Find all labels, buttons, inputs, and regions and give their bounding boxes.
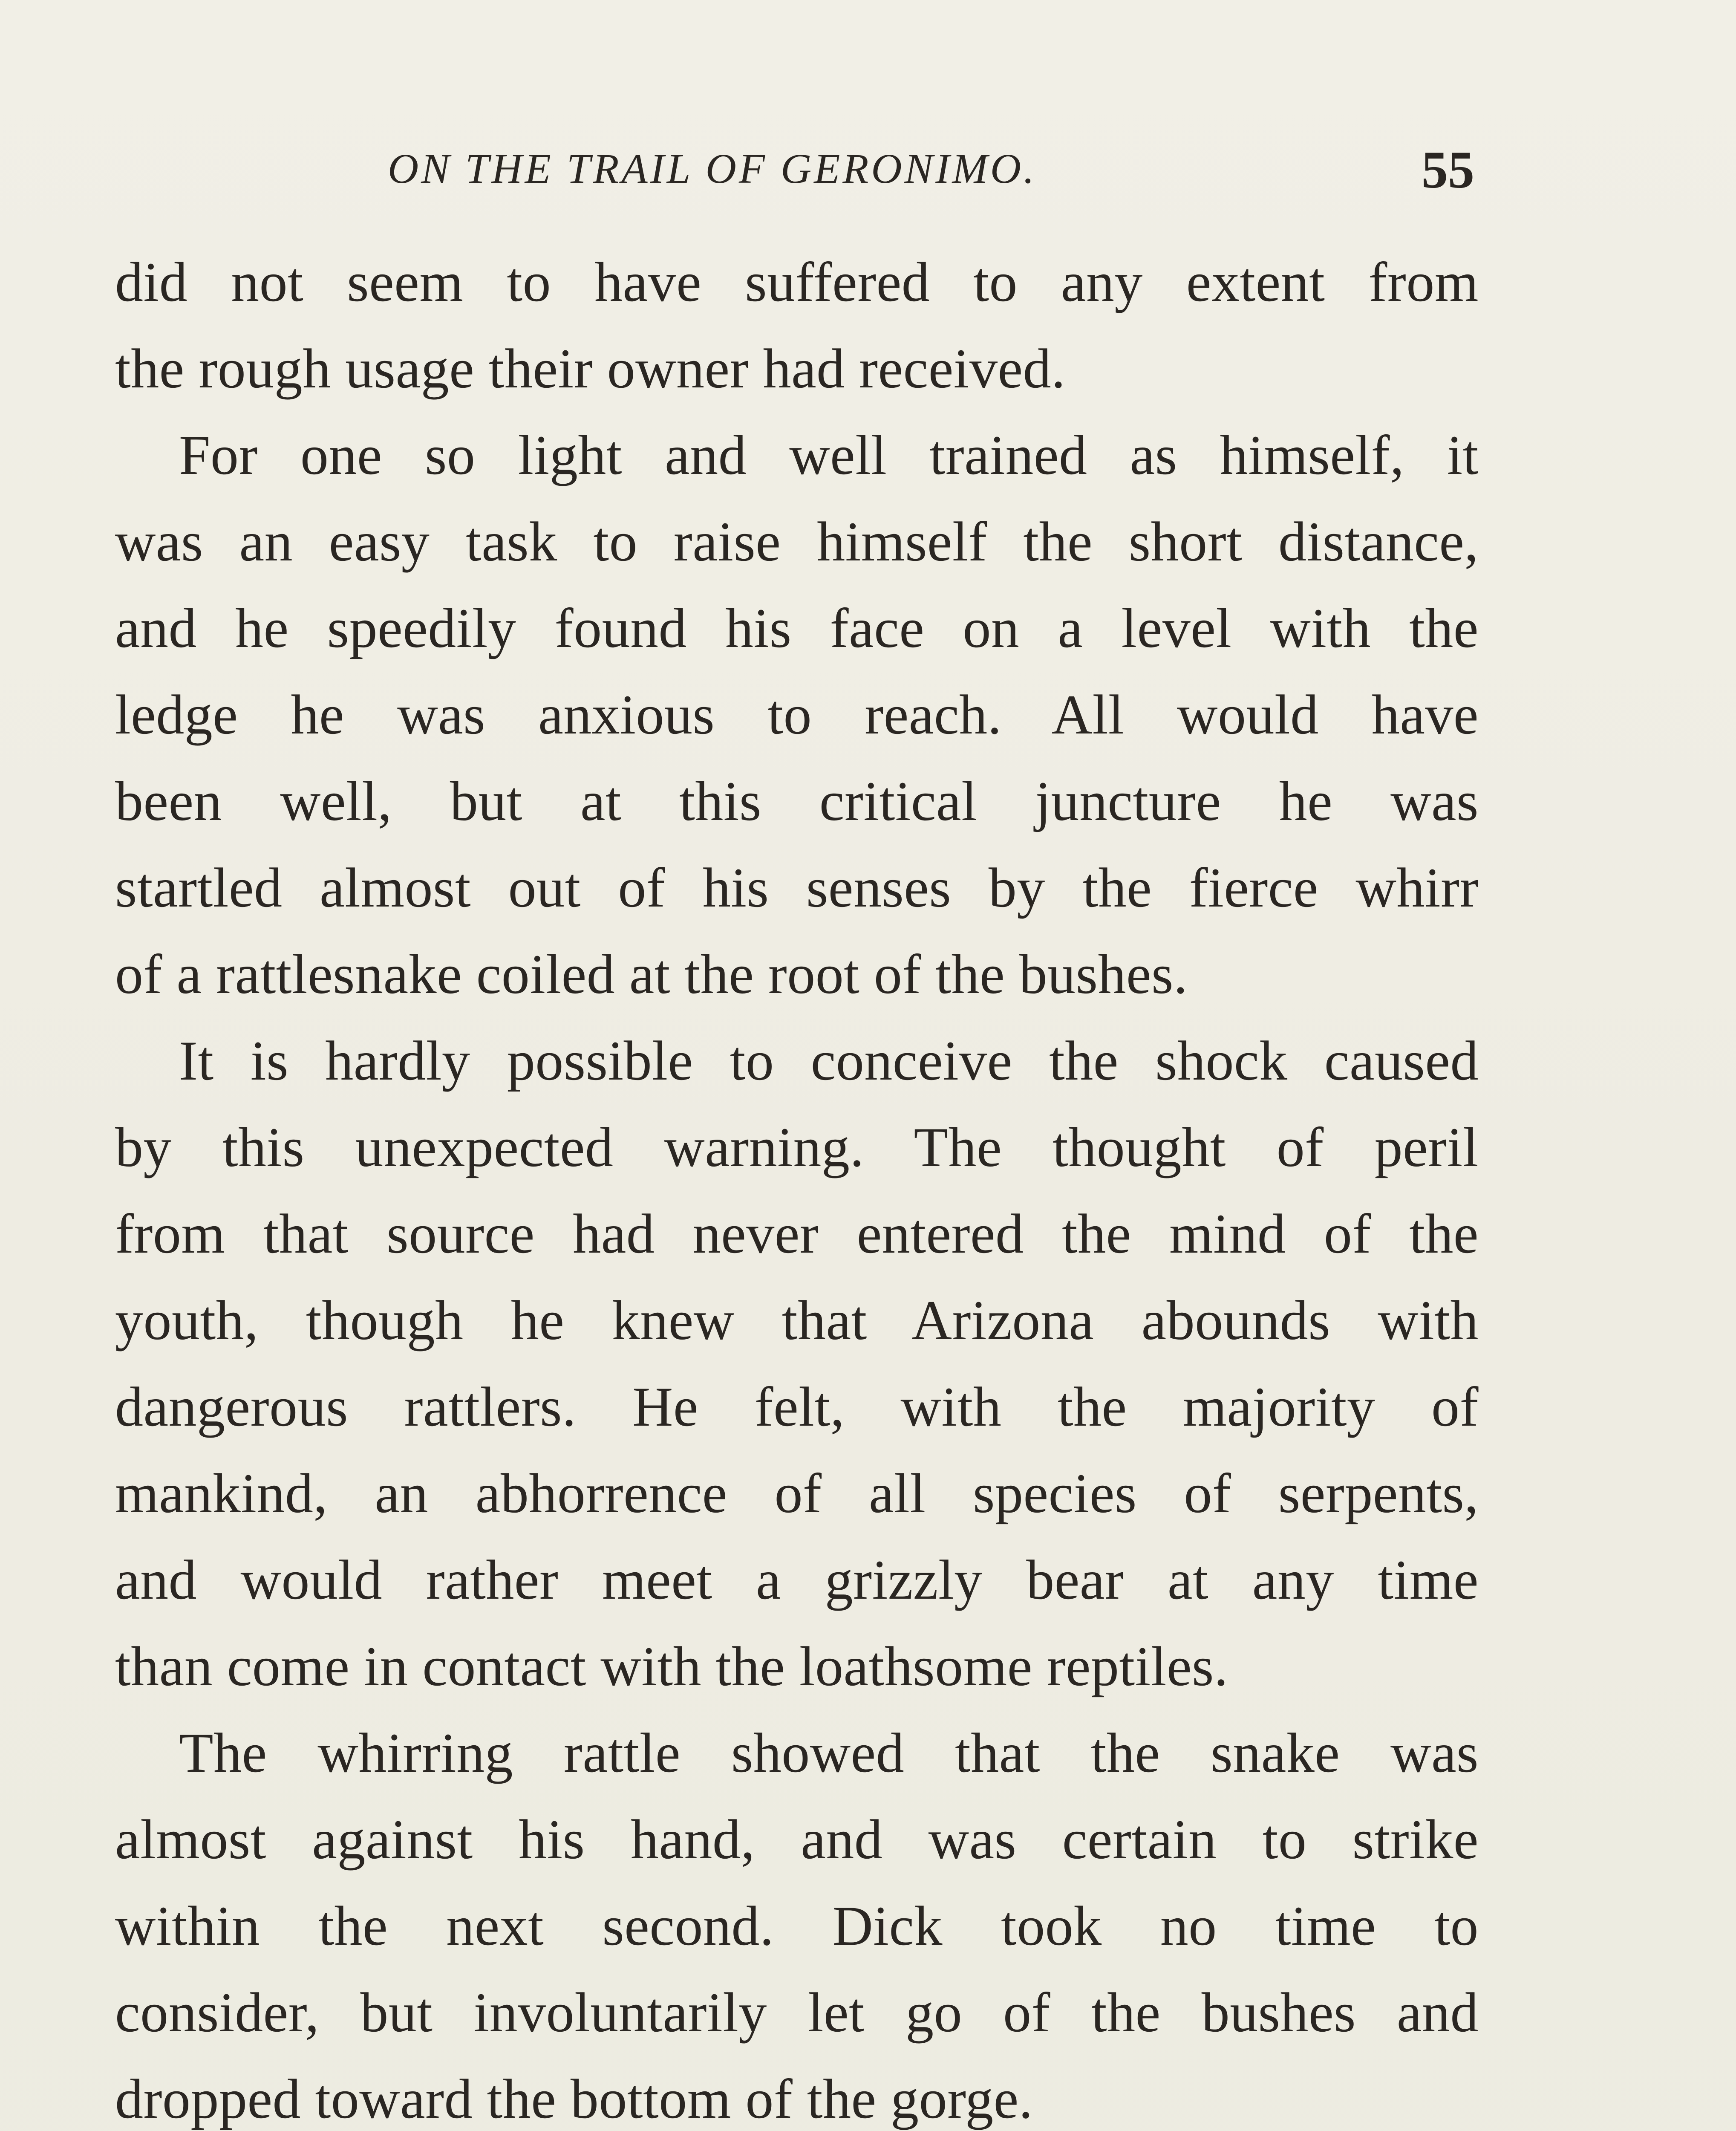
text-line: and he speedily found his face on a level with the (115, 597, 1479, 659)
text-line: almost against his hand, and was certain to strike (115, 1808, 1479, 1871)
text-line: from that source had never entered the mind of the (115, 1202, 1479, 1265)
body-text (115, 239, 1479, 2131)
text-line: been well, but at this critical juncture he was (115, 770, 1479, 832)
text-line: did not seem to have suffered to any extent from (115, 251, 1479, 313)
text-line: youth, though he knew that Arizona abounds with (115, 1289, 1479, 1351)
text-line: was an easy task to raise himself the short distance, (115, 510, 1479, 573)
text-line: within the next second. Dick took no time to (115, 1894, 1479, 1957)
text-line: startled almost out of his senses by the fierce whirr (115, 856, 1479, 919)
text-line: mankind, an abhorrence of all species of serpents, (115, 1462, 1479, 1525)
page-number: 55 (1422, 141, 1474, 199)
text-line: It is hardly possible to conceive the shock caused (179, 1029, 1479, 1092)
text-line: dangerous rattlers. He felt, with the majority of (115, 1375, 1479, 1438)
text-line: dropped toward the bottom of the gorge. (115, 2067, 1033, 2130)
text-line: consider, but involuntarily let go of the bushes and (115, 1981, 1479, 2044)
page-header (115, 136, 1474, 212)
text-line: the rough usage their owner had received. (115, 337, 1066, 400)
text-line: The whirring rattle showed that the snake was (179, 1721, 1479, 1784)
text-line: ledge he was anxious to reach. All would have (115, 683, 1479, 746)
text-line: For one so light and well trained as himself, it (179, 424, 1479, 486)
text-line: than come in contact with the loathsome reptiles. (115, 1635, 1228, 1698)
text-line: and would rather meet a grizzly bear at any time (115, 1548, 1479, 1611)
text-line: by this unexpected warning. The thought of peril (115, 1116, 1479, 1178)
text-line: of a rattlesnake coiled at the root of the bushes. (115, 943, 1188, 1005)
running-title: ON THE TRAIL OF GERONIMO. (388, 145, 1037, 192)
